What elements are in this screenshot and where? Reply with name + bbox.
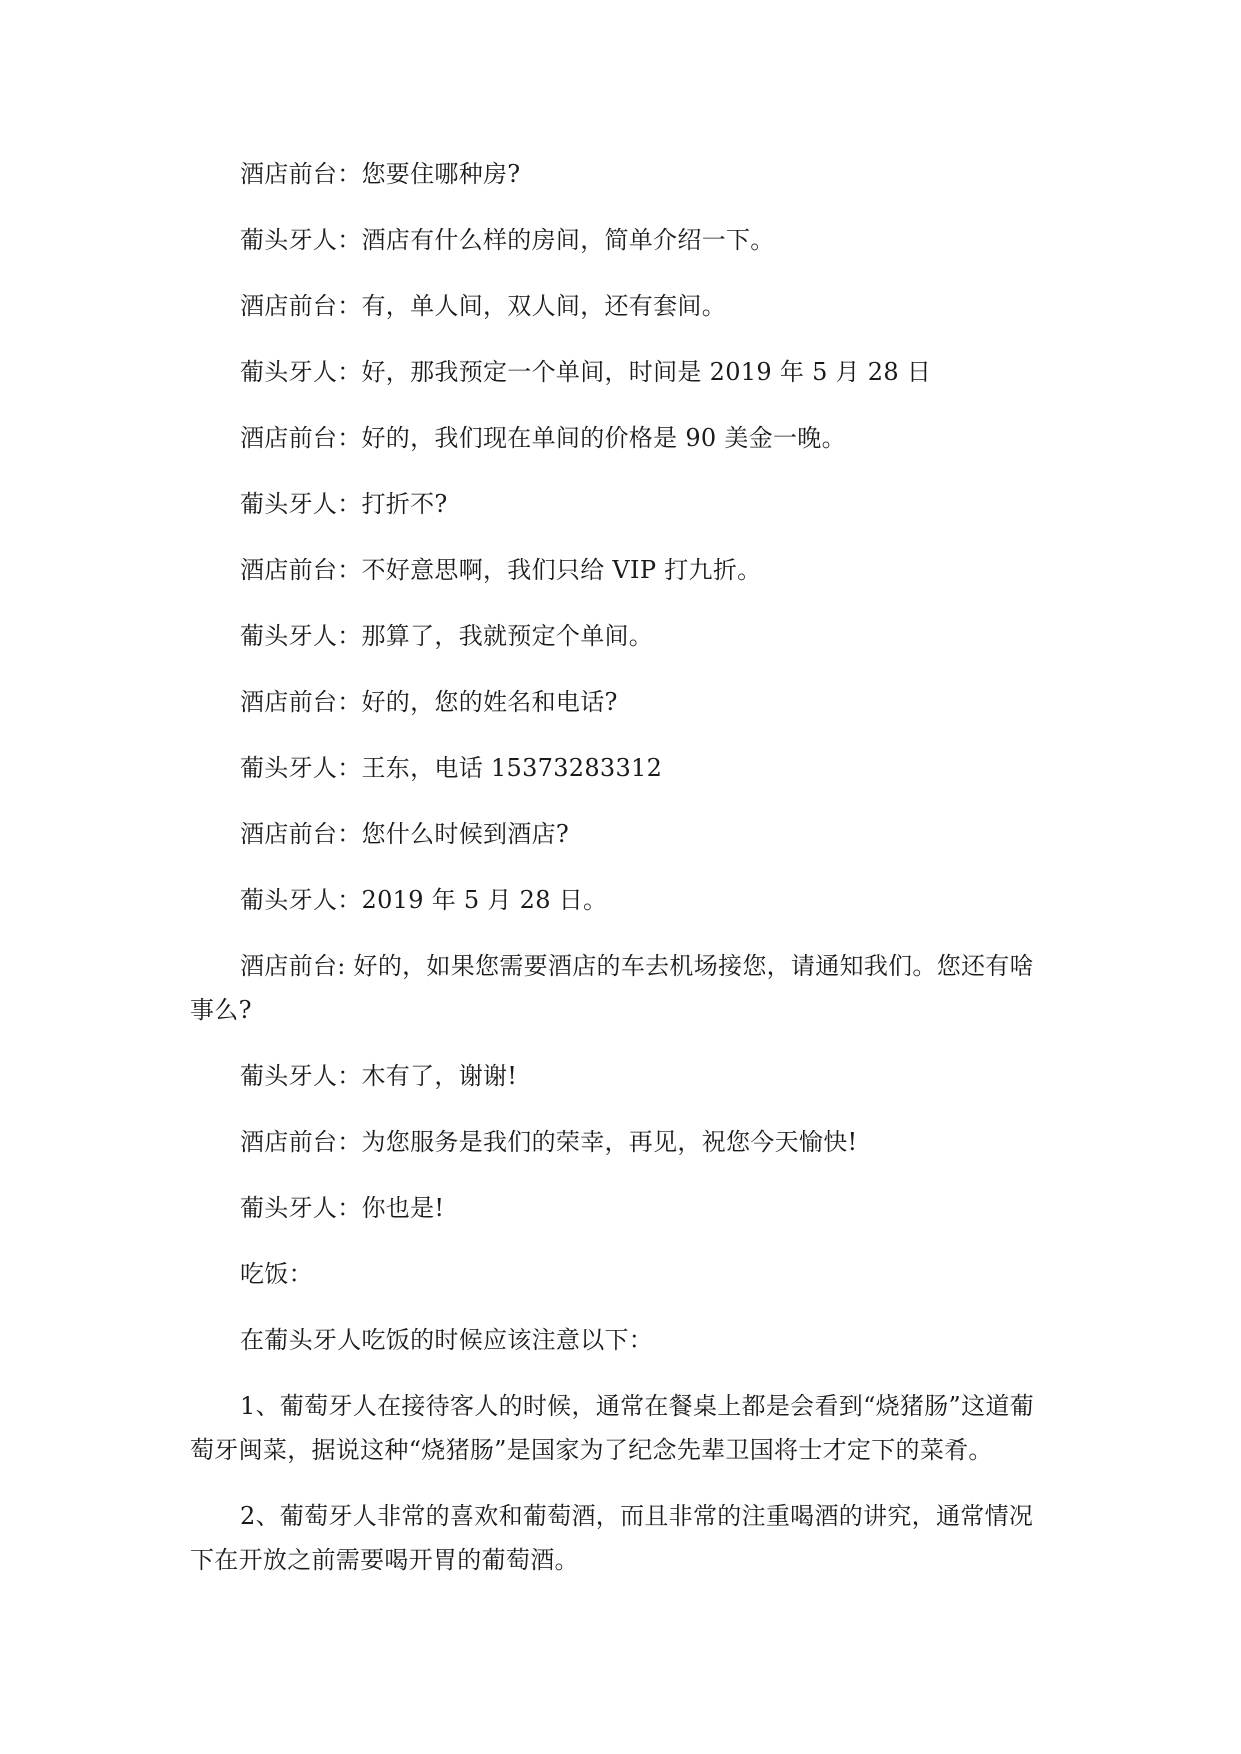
dialogue-line: 葡头牙人：你也是! <box>240 1194 445 1222</box>
list-item: 1、葡萄牙人在接待客人的时候，通常在餐桌上都是会看到“烧猪肠”这道葡萄牙闽菜，据说这种“烧猪肠”是国家为了纪念先辈卫国将士才定下的菜肴。 <box>190 1392 1035 1464</box>
dialogue-line: 葡头牙人：王东，电话 15373283312 <box>240 754 663 782</box>
dialogue-line: 酒店前台：好的，您的姓名和电话? <box>240 688 618 716</box>
list-item: 2、葡萄牙人非常的喜欢和葡萄酒，而且非常的注重喝酒的讲究，通常情况下在开放之前需要喝开胃的葡萄酒。 <box>190 1502 1034 1574</box>
dialogue-line: 酒店前台：好的，我们现在单间的价格是 90 美金一晚。 <box>240 424 846 452</box>
dialogue-line: 酒店前台：有，单人间，双人间，还有套间。 <box>240 292 726 320</box>
dialogue-line: 酒店前台：不好意思啊，我们只给 VIP 打九折。 <box>240 556 762 584</box>
dialogue-line: 葡头牙人：木有了，谢谢! <box>240 1062 518 1090</box>
dialogue-line: 酒店前台：您要住哪种房? <box>240 160 521 188</box>
dialogue-line: 葡头牙人：好，那我预定一个单间，时间是 2019 年 5 月 28 日 <box>240 358 932 386</box>
dialogue-line: 葡头牙人：那算了，我就预定个单间。 <box>240 622 654 650</box>
dialogue-line: 酒店前台：为您服务是我们的荣幸，再见，祝您今天愉快! <box>240 1128 858 1156</box>
dialogue-line: 葡头牙人：2019 年 5 月 28 日。 <box>240 886 608 914</box>
dialogue-line: 葡头牙人：打折不? <box>240 490 448 518</box>
section-heading: 吃饭： <box>240 1260 313 1288</box>
dialogue-line: 葡头牙人：酒店有什么样的房间，简单介绍一下。 <box>240 226 775 254</box>
dialogue-line: 酒店前台：您什么时候到酒店? <box>240 820 570 848</box>
document-page <box>190 152 1056 1604</box>
dialogue-line: 酒店前台: 好的，如果您需要酒店的车去机场接您，请通知我们。您还有啥事么? <box>190 952 1034 1024</box>
section-intro: 在葡头牙人吃饭的时候应该注意以下： <box>240 1326 654 1354</box>
